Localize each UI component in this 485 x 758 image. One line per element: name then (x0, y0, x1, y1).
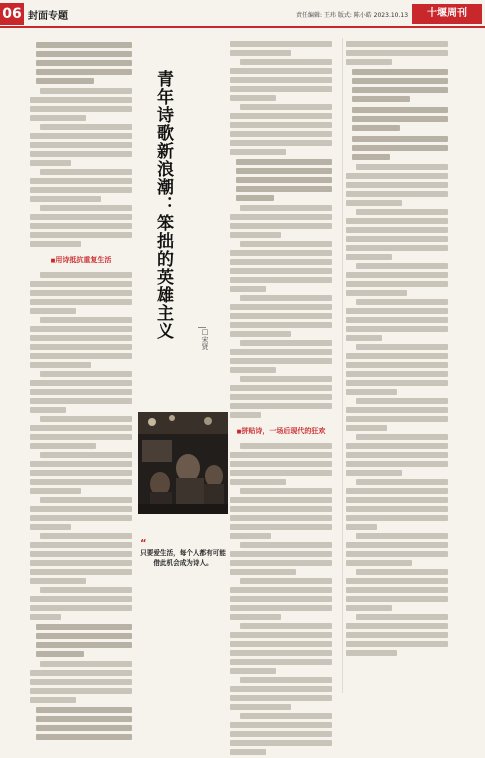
article-byline: □宋贤 (201, 328, 209, 350)
article-title: 青年诗歌新浪潮：笨拙的英雄主义 (153, 70, 173, 340)
article-column-1 (30, 38, 132, 744)
section-title: 封面专题 (28, 11, 68, 22)
quote-mark-icon: “ (140, 538, 147, 549)
article-column-3 (230, 38, 332, 758)
poem-excerpt-2 (36, 624, 132, 657)
poem-excerpt-5 (352, 69, 448, 160)
photo-image (138, 412, 228, 514)
newspaper-brand: 十堰周刊 (412, 4, 482, 24)
pull-quote-text: 只要爱生活，每个人都有可能借此机会成为诗人。 (140, 549, 226, 567)
byline-mark (198, 321, 206, 328)
column-divider (342, 38, 343, 693)
article-column-4 (346, 38, 448, 659)
page-header (0, 0, 485, 30)
header-rule (0, 26, 485, 28)
subhead-1: ■ 用诗抵抗重复生活 (30, 255, 132, 266)
photo-caption (138, 516, 228, 534)
poem-excerpt (36, 42, 132, 84)
poem-excerpt-3 (36, 707, 132, 740)
article-photo (138, 412, 228, 514)
page-number: 06 (0, 3, 24, 25)
poem-excerpt-4 (236, 159, 332, 201)
pull-quote (140, 540, 226, 570)
subhead-2: ■ 拼贴诗，一场后现代的狂欢 (230, 426, 332, 437)
editor-meta: 责任编辑: 王玮 版式: 陈小皓 2023.10.13 (296, 12, 409, 19)
